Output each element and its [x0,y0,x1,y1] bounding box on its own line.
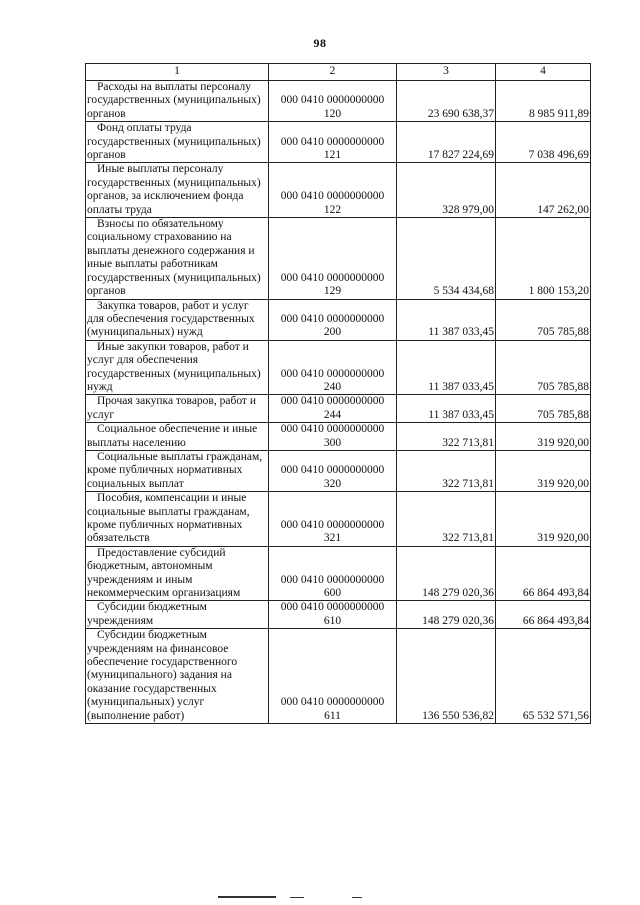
row-name: Социальные выплаты гражданам, кроме публичных нормативных социальных выплат [86,450,269,491]
row-value-col4: 319 920,00 [496,423,591,451]
row-code-type: 122 [323,203,342,216]
row-value-col3: 322 713,81 [397,423,496,451]
row-name: Субсидии бюджетным учреждениям на финансовое обеспечение государственного (муниципального) задания на оказание государственных (муниципальных) услуг (выполнение работ) [86,629,269,724]
row-value-col4: 705 785,88 [496,340,591,395]
row-name: Иные выплаты персоналу государственных (муниципальных) органов, за исключением фонда оплаты труда [86,163,269,218]
column-header-3: 3 [397,64,496,81]
row-code [269,81,397,122]
row-value-col3: 11 387 033,45 [397,340,496,395]
row-code [269,629,397,724]
row-code-main: 000 0410 0000000000 [280,312,385,325]
table-body [86,81,591,724]
table-row [86,340,591,395]
row-value-col4: 66 864 493,84 [496,546,591,601]
row-value-col3: 148 279 020,36 [397,601,496,629]
row-code-type: 320 [323,477,342,490]
row-code-type: 611 [324,709,341,722]
row-code [269,492,397,547]
column-header-4: 4 [496,64,591,81]
row-code [269,218,397,299]
row-code-main: 000 0410 0000000000 [280,601,385,614]
row-code-type: 244 [323,408,342,421]
row-value-col3: 322 713,81 [397,450,496,491]
row-value-col4: 7 038 496,69 [496,122,591,163]
table-row [86,423,591,451]
row-code-type: 240 [323,380,342,393]
table-row [86,450,591,491]
table-row [86,122,591,163]
table-row [86,395,591,423]
row-name: Закупка товаров, работ и услуг для обеспечения государственных (муниципальных) нужд [86,299,269,340]
row-value-col4: 705 785,88 [496,395,591,423]
row-value-col3: 328 979,00 [397,163,496,218]
row-value-col4: 319 920,00 [496,492,591,547]
row-value-col3: 17 827 224,69 [397,122,496,163]
row-code [269,395,397,423]
scan-artifact-line [218,896,276,898]
row-code-main: 000 0410 0000000000 [280,696,385,709]
row-code-main: 000 0410 0000000000 [280,94,385,107]
table-row [86,492,591,547]
row-value-col4: 65 532 571,56 [496,629,591,724]
row-code [269,423,397,451]
table-row [86,218,591,299]
budget-table [85,63,591,724]
table-row [86,163,591,218]
column-header-2: 2 [269,64,397,81]
row-code-type: 121 [323,149,342,162]
table-row [86,81,591,122]
row-code-main: 000 0410 0000000000 [280,519,385,531]
row-code-main: 000 0410 0000000000 [280,395,385,408]
row-name: Иные закупки товаров, работ и услуг для обеспечения государственных (муниципальных) нужд [86,340,269,395]
row-name: Субсидии бюджетным учреждениям [86,601,269,629]
row-code-type: 321 [323,532,342,545]
row-value-col3: 148 279 020,36 [397,546,496,601]
row-name: Расходы на выплаты персоналу государственных (муниципальных) органов [86,81,269,122]
row-code [269,299,397,340]
row-code-type: 610 [323,614,342,627]
scan-artifact-line [290,897,304,898]
row-name: Фонд оплаты труда государственных (муниципальных) органов [86,122,269,163]
row-name: Социальное обеспечение и иные выплаты населению [86,423,269,451]
row-code [269,163,397,218]
row-code [269,122,397,163]
row-value-col3: 5 534 434,68 [397,218,496,299]
table-row [86,546,591,601]
row-code [269,450,397,491]
row-code-type: 120 [323,107,342,120]
row-code-main: 000 0410 0000000000 [280,135,385,148]
row-value-col3: 322 713,81 [397,492,496,547]
table-header-row [86,64,591,81]
row-value-col3: 11 387 033,45 [397,395,496,423]
row-value-col4: 705 785,88 [496,299,591,340]
column-header-1: 1 [86,64,269,81]
table-row [86,629,591,724]
row-value-col4: 147 262,00 [496,163,591,218]
row-name: Взносы по обязательному социальному страхованию на выплаты денежного содержания и иные выплаты работникам государственных (муниципальных) органов [86,218,269,299]
row-code-main: 000 0410 0000000000 [280,464,385,477]
row-code [269,601,397,629]
row-value-col3: 136 550 536,82 [397,629,496,724]
row-code-type: 129 [323,285,342,298]
row-code-main: 000 0410 0000000000 [280,423,385,436]
row-name: Предоставление субсидий бюджетным, автономным учреждениям и иным некоммерческим организациям [86,546,269,601]
row-code-main: 000 0410 0000000000 [280,367,385,380]
row-name: Прочая закупка товаров, работ и услуг [86,395,269,423]
row-value-col4: 8 985 911,89 [496,81,591,122]
row-code-main: 000 0410 0000000000 [280,190,385,203]
row-code [269,340,397,395]
row-code-type: 600 [323,587,342,600]
table-row [86,299,591,340]
table-row [86,601,591,629]
row-code-type: 300 [323,436,342,449]
scan-artifact-line [352,897,362,898]
row-name: Пособия, компенсации и иные социальные выплаты гражданам, кроме публичных нормативных обязательств [86,492,269,547]
row-value-col4: 1 800 153,20 [496,218,591,299]
row-code-type: 200 [323,326,342,339]
page-number: 98 [313,36,327,50]
row-value-col4: 66 864 493,84 [496,601,591,629]
row-code [269,546,397,601]
row-value-col3: 23 690 638,37 [397,81,496,122]
row-value-col3: 11 387 033,45 [397,299,496,340]
row-value-col4: 319 920,00 [496,450,591,491]
row-code-main: 000 0410 0000000000 [280,573,385,586]
row-code-main: 000 0410 0000000000 [280,271,385,284]
